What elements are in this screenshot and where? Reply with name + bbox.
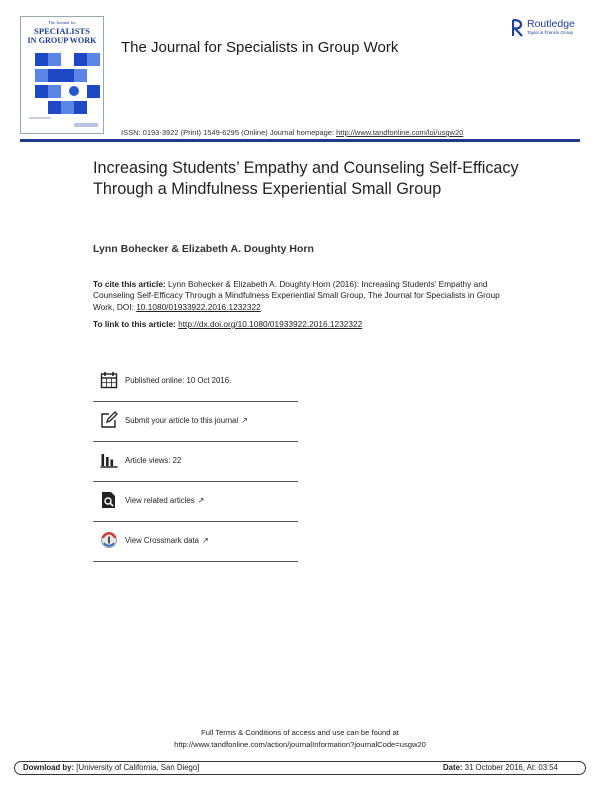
info-row-submit[interactable] [93, 402, 298, 442]
cover-line-1: The Journal for [48, 20, 76, 25]
info-row-related[interactable] [93, 482, 298, 522]
crossmark-link[interactable] [125, 536, 209, 545]
publisher-name: Routledge [527, 18, 575, 30]
cover-square [35, 69, 48, 82]
cover-line-2: SPECIALISTS [34, 26, 90, 36]
related-articles-text: View related articles [125, 496, 195, 505]
crossmark-icon [100, 531, 118, 549]
cover-square [74, 101, 87, 114]
downloaded-by-value: [University of California, San Diego] [74, 763, 200, 772]
cover-footer-mark [29, 117, 51, 119]
cover-square [48, 69, 61, 82]
download-info-bar [14, 761, 586, 775]
cover-square [48, 101, 61, 114]
download-date-label: Date: [443, 763, 463, 772]
cover-square [74, 53, 87, 66]
external-link-icon: ↗ [197, 496, 205, 505]
bar-chart-icon [100, 451, 118, 469]
cover-square [48, 53, 61, 66]
cover-square [48, 85, 61, 98]
citation-label: To cite this article: [93, 279, 166, 289]
cover-publisher-mark [74, 123, 98, 127]
cover-square [74, 69, 87, 82]
cover-square [35, 53, 48, 66]
journal-homepage-link[interactable]: http://www.tandfonline.com/loi/usgw20 [336, 128, 464, 137]
downloaded-by-label: Download by: [23, 763, 75, 772]
calendar-icon [100, 371, 118, 389]
article-link-block [93, 319, 362, 329]
terms-url-link[interactable]: http://www.tandfonline.com/action/journalInformation?journalCode=usgw20 [174, 739, 426, 749]
cover-square [35, 85, 48, 98]
issn-text: ISSN: 0193-3922 (Print) 1549-6295 (Online) Journal homepage: [121, 128, 337, 137]
header-divider [20, 139, 580, 142]
download-date [443, 763, 558, 772]
article-link-label: To link to this article: [93, 319, 179, 329]
citation-text: Lynn Bohecker & Elizabeth A. Doughty Horn (2016): Increasing Students’ Empathy and Counseling Self-Efficacy Through a Mindfulness Experiential Small Group, The Journal for Specialists in Group Work, DOI: [93, 279, 500, 312]
downloaded-by [23, 763, 199, 772]
external-link-icon: ↗ [201, 536, 209, 545]
cover-line-3: IN GROUP WORK [27, 36, 97, 45]
info-row-views [93, 442, 298, 482]
edit-icon [100, 411, 118, 429]
cover-square [87, 53, 100, 66]
publisher-subname: Taylor & Francis Group [527, 30, 574, 35]
cover-square [61, 101, 74, 114]
crossmark-text: View Crossmark data [125, 536, 199, 545]
citation-block [93, 279, 513, 313]
article-doi-link[interactable]: http://dx.doi.org/10.1080/01933922.2016.1232322 [178, 319, 363, 329]
terms-block [0, 727, 600, 750]
journal-cover-image [20, 16, 104, 134]
routledge-logo-icon [512, 19, 524, 37]
info-row-published [93, 362, 298, 402]
published-date-text: Published online: 10 Oct 2016. [125, 376, 232, 385]
external-link-icon: ↗ [241, 416, 248, 425]
related-articles-icon [100, 491, 118, 509]
related-articles-link[interactable] [125, 496, 204, 505]
article-title: Increasing Students’ Empathy and Counseling Self-Efficacy Through a Mindfulness Experiential Small Group [93, 159, 519, 198]
journal-title: The Journal for Specialists in Group Work [121, 39, 399, 56]
article-authors: Lynn Bohecker & Elizabeth A. Doughty Horn [93, 243, 314, 255]
submit-article-link[interactable] [125, 416, 248, 425]
info-row-crossmark[interactable] [93, 522, 298, 562]
terms-line: Full Terms & Conditions of access and use can be found at [201, 728, 399, 737]
citation-doi-link[interactable]: 10.1080/01933922.2016.1232322 [136, 301, 261, 312]
download-date-value: 31 October 2016, At: 03:54 [462, 763, 558, 772]
cover-seal-icon [68, 85, 80, 97]
cover-square [87, 85, 100, 98]
submit-article-text: Submit your article to this journal [125, 416, 239, 425]
issn-line [121, 128, 463, 137]
article-views-text: Article views: 22 [125, 456, 182, 465]
cover-square [61, 69, 74, 82]
